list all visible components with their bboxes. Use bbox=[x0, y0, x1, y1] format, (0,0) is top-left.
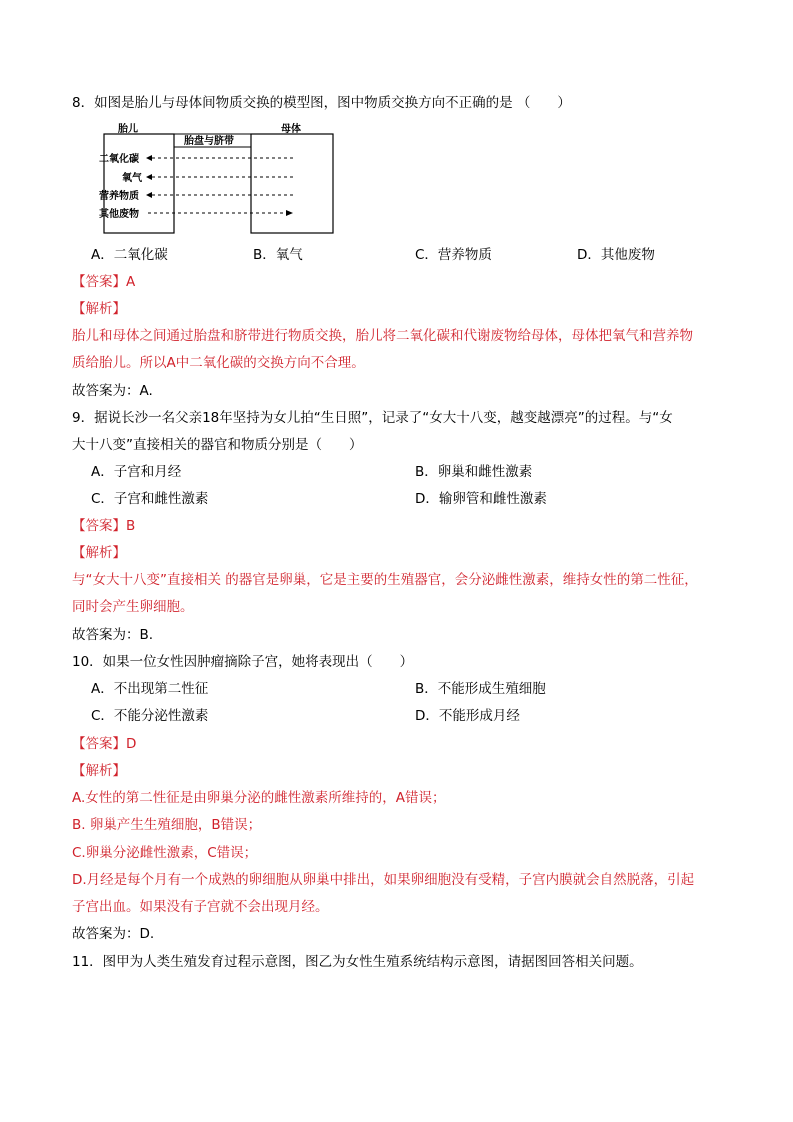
q8-option-c: C．营养物质 bbox=[415, 247, 492, 263]
q8-stem: 8．如图是胎儿与母体间物质交换的模型图，图中物质交换方向不正确的是 （ ） bbox=[72, 95, 571, 111]
q10-option-b: B．不能形成生殖细胞 bbox=[415, 681, 546, 697]
q10-analysis-tag: 【解析】 bbox=[72, 763, 126, 779]
row-co2 bbox=[99, 152, 293, 165]
q10-option-d: D．不能形成月经 bbox=[415, 708, 520, 724]
q9-answer bbox=[72, 516, 135, 536]
q9-stem-line-2: 大十八变”直接相关的器官和物质分别是（ ） bbox=[72, 437, 363, 453]
row-label: 二氧化碳 bbox=[99, 154, 139, 165]
q10-answer bbox=[72, 734, 136, 754]
q8-analysis-line-2: 质给胎儿。所以A中二氧化碳的交换方向不合理。 bbox=[72, 355, 365, 371]
answer-value: A bbox=[126, 274, 136, 290]
arrow-left-icon bbox=[146, 174, 152, 180]
q8-option-b: B．氧气 bbox=[253, 247, 303, 263]
row-waste bbox=[99, 207, 293, 220]
q8-option-d: D．其他废物 bbox=[577, 247, 655, 263]
arrow-left-icon bbox=[146, 155, 152, 161]
q9-option-a: A．子宫和月经 bbox=[91, 464, 182, 480]
fetus-label: 胎儿 bbox=[118, 124, 138, 135]
q9-option-d: D．输卵管和雌性激素 bbox=[415, 491, 547, 507]
q8-analysis-line-1: 胎儿和母体之间通过胎盘和脐带进行物质交换，胎儿将二氧化碳和代谢废物给母体，母体把氧气和营养物 bbox=[72, 328, 693, 344]
q10-analysis-line-2: B. 卵巢产生生殖细胞，B错误； bbox=[72, 817, 262, 833]
placenta-exchange-diagram bbox=[96, 121, 346, 237]
arrow-right-icon bbox=[286, 210, 293, 216]
q10-stem: 10．如果一位女性因肿瘤摘除子宫，她将表现出（ ） bbox=[72, 654, 414, 670]
answer-value: B bbox=[126, 518, 136, 534]
q9-analysis-tag: 【解析】 bbox=[72, 545, 126, 561]
q10-analysis-line-1: A.女性的第二性征是由卵巢分泌的雌性激素所维持的，A错误； bbox=[72, 790, 446, 806]
q9-option-b: B．卵巢和雌性激素 bbox=[415, 464, 533, 480]
bridge-label: 胎盘与脐带 bbox=[184, 136, 234, 147]
q10-option-c: C．不能分泌性激素 bbox=[91, 708, 209, 724]
row-oxygen bbox=[122, 171, 293, 184]
row-label: 其他废物 bbox=[99, 209, 139, 220]
q11-stem: 11．图甲为人类生殖发育过程示意图，图乙为女性生殖系统结构示意图，请据图回答相关问题。 bbox=[72, 954, 643, 970]
q8-option-a: A．二氧化碳 bbox=[91, 247, 168, 263]
q10-analysis-line-3: C.卵巢分泌雌性激素，C错误； bbox=[72, 845, 258, 861]
row-label: 氧气 bbox=[122, 173, 142, 184]
q9-analysis-line-2: 同时会产生卵细胞。 bbox=[72, 599, 194, 615]
q8-conclusion: 故答案为：A. bbox=[72, 383, 153, 399]
q10-option-a: A．不出现第二性征 bbox=[91, 681, 209, 697]
q10-conclusion: 故答案为：D. bbox=[72, 926, 155, 942]
answer-tag: 【答案】 bbox=[72, 736, 126, 752]
q10-analysis-line-4: D.月经是每个月有一个成熟的卵细胞从卵巢中排出，如果卵细胞没有受精，子宫内膜就会自然脱落，引起 bbox=[72, 872, 695, 888]
answer-tag: 【答案】 bbox=[72, 518, 126, 534]
mother-label: 母体 bbox=[281, 124, 301, 135]
answer-value: D bbox=[126, 736, 137, 752]
q9-analysis-line-1: 与“女大十八变”直接相关 的器官是卵巢，它是主要的生殖器官，会分泌雌性激素，维持女性的第二性征， bbox=[72, 572, 698, 588]
q8-answer bbox=[72, 272, 135, 292]
q9-stem-line-1: 9．据说长沙一名父亲18年坚持为女儿拍“生日照”，记录了“女大十八变，越变越漂亮”的过程。与“女 bbox=[72, 410, 673, 426]
answer-tag: 【答案】 bbox=[72, 274, 126, 290]
arrow-left-icon bbox=[146, 192, 152, 198]
q10-analysis-line-5: 子宫出血。如果没有子宫就不会出现月经。 bbox=[72, 899, 329, 915]
mother-box bbox=[251, 134, 333, 233]
q8-analysis-tag: 【解析】 bbox=[72, 301, 126, 317]
row-nutrients bbox=[99, 189, 293, 202]
row-label: 营养物质 bbox=[99, 191, 139, 202]
q9-option-c: C．子宫和雌性激素 bbox=[91, 491, 209, 507]
q9-conclusion: 故答案为：B. bbox=[72, 627, 154, 643]
